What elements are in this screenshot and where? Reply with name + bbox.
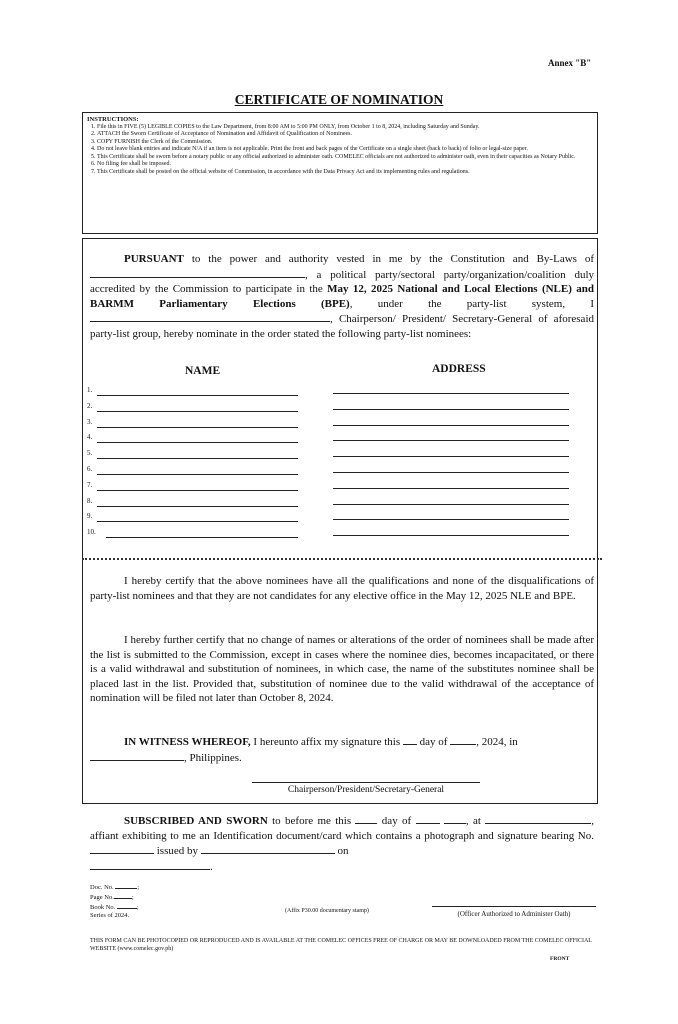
title-text: CERTIFICATE OF NOMINATION xyxy=(234,92,444,107)
witness-month-field[interactable] xyxy=(450,734,476,745)
nominee-name-field[interactable] xyxy=(97,490,298,491)
nominee-address-field[interactable] xyxy=(333,409,569,410)
instruction-item: 7. This Certificate shall be posted on the official website of Commission, in accordance with the Data Privacy Act and its implementing rules and regulations. xyxy=(97,169,593,177)
nominee-address-field[interactable] xyxy=(333,425,569,426)
sworn-place-field[interactable] xyxy=(485,813,591,824)
issued-by-field[interactable] xyxy=(201,843,335,854)
witness-lead: IN WITNESS WHEREOF, xyxy=(124,736,251,748)
witness-paragraph xyxy=(90,734,594,765)
row-number: 6. xyxy=(87,465,93,473)
page-title xyxy=(0,92,678,108)
book-no: Book No. ; xyxy=(90,904,139,911)
pursuant-text-3: , under the party-list system, I xyxy=(349,297,595,310)
doc-no: Doc. No. ; xyxy=(90,884,140,891)
sworn-lead: SUBSCRIBED AND SWORN xyxy=(124,815,268,827)
pursuant-text-2: , a political party/sectoral party/organization/coalition duly accredited by the Commission to participate in the xyxy=(90,268,594,295)
sworn-month-field[interactable] xyxy=(416,813,440,824)
doc-references xyxy=(90,882,139,920)
dotted-divider xyxy=(82,558,602,560)
sworn-year-field[interactable] xyxy=(444,813,466,824)
nominee-name-field[interactable] xyxy=(97,395,298,396)
instruction-item: 2. ATTACH the Sworn Certificate of Acceptance of Nomination and Affidavit of Qualification of Nominees. xyxy=(97,131,593,139)
witness-day-field[interactable] xyxy=(403,734,417,745)
officer-signature-line[interactable] xyxy=(432,906,596,907)
signature-line[interactable] xyxy=(252,782,480,783)
pursuant-text-4: , Chairperson/ President/ Secretary-General of aforesaid party-list group, hereby nominate in the order stated the following party-list nominees: xyxy=(90,313,594,340)
row-number: 10. xyxy=(87,528,96,537)
page-no: Page No. ; xyxy=(90,894,134,901)
documentary-stamp-note: (Affix P30.00 documentary stamp) xyxy=(285,908,369,914)
row-number: 2. xyxy=(87,401,93,410)
certify-paragraph-2 xyxy=(90,633,594,706)
pursuant-paragraph xyxy=(90,252,594,341)
nominee-address-field[interactable] xyxy=(333,440,569,441)
instruction-item: 1. File this in FIVE (5) LEGIBLE COPIES to the Law Department, from 8:00 AM to 5:00 PM ONLY, from October 1 to 8, 2024, including Saturday and Sunday. xyxy=(97,124,593,132)
annex-label: Annex "B" xyxy=(548,58,592,68)
book-no-field[interactable] xyxy=(117,902,137,909)
nominee-name-field[interactable] xyxy=(106,537,298,538)
nominee-address-field[interactable] xyxy=(333,456,569,457)
address-column-header: ADDRESS xyxy=(432,363,486,375)
nominee-name-field[interactable] xyxy=(97,427,298,428)
instruction-item: 3. COPY FURNISH the Clerk of the Commission. xyxy=(97,139,593,147)
page-no-label: Page No. xyxy=(90,894,114,901)
nominee-name-field[interactable] xyxy=(97,442,298,443)
witness-text-1: I hereunto affix my signature this xyxy=(250,736,403,748)
sworn-day-field[interactable] xyxy=(355,813,377,824)
row-number: 9. xyxy=(87,512,93,521)
row-number: 3. xyxy=(87,417,93,426)
certify-paragraph-1 xyxy=(90,574,594,603)
book-no-label: Book No. xyxy=(90,904,116,911)
nominee-name-field[interactable] xyxy=(97,506,298,507)
instructions-list xyxy=(87,124,593,177)
sworn-text-2: day of xyxy=(377,815,416,827)
officer-caption: (Officer Authorized to Administer Oath) xyxy=(457,910,571,918)
instruction-item: 4. Do not leave blank entries and indicate N/A if an item is not applicable. Print the front and back pages of the Certificate on a single sheet (back to back) of folio or legal-size paper. xyxy=(97,146,593,154)
nominee-name-field[interactable] xyxy=(97,458,298,459)
instructions-heading: INSTRUCTIONS: xyxy=(87,116,139,123)
id-number-field[interactable] xyxy=(90,843,154,854)
series: Series of 2024. xyxy=(90,912,130,919)
nominee-name-field[interactable] xyxy=(97,521,298,522)
row-number: 1. xyxy=(87,386,93,394)
witness-place-field[interactable] xyxy=(90,750,184,761)
sworn-text-6: on xyxy=(334,845,349,857)
doc-no-label: Doc. No. xyxy=(90,884,114,891)
sworn-text-3: , at xyxy=(465,815,481,827)
pursuant-text-1: to the power and authority vested in me by the Constitution and By-Laws of xyxy=(183,253,594,265)
page-no-field[interactable] xyxy=(114,892,132,899)
nominee-address-field[interactable] xyxy=(333,504,569,505)
pursuant-lead: PURSUANT xyxy=(124,253,184,265)
name-column-header: NAME xyxy=(185,365,221,377)
sworn-text-4: , affiant exhibiting to me an Identification document/card which contains a photograph and signature bearing No. xyxy=(90,815,595,842)
witness-text-3: , 2024, in xyxy=(476,736,518,748)
party-name-field[interactable] xyxy=(90,267,305,278)
nominee-name-field[interactable] xyxy=(97,411,298,412)
signature-caption: Chairperson/President/Secretary-General xyxy=(287,785,445,795)
row-number: 4. xyxy=(87,433,93,442)
instructions-box xyxy=(82,112,598,234)
nominee-address-field[interactable] xyxy=(333,488,569,489)
nominee-address-field[interactable] xyxy=(333,519,569,520)
witness-text-2: day of xyxy=(416,736,451,748)
instruction-item: 6. No filing fee shall be imposed. xyxy=(97,161,593,169)
front-label: FRONT xyxy=(550,956,570,962)
sworn-text-5: issued by xyxy=(154,845,201,857)
nominee-name-field[interactable] xyxy=(97,474,298,475)
nominee-address-field[interactable] xyxy=(333,472,569,473)
row-number: 5. xyxy=(87,449,93,458)
sworn-paragraph: SUBSCRIBED AND SWORN to before me this day of , at , affiant exhibiting to me an Identification document/card which contains a photograph and signature bearing No. issued by on . xyxy=(90,815,595,873)
nominee-address-field[interactable] xyxy=(333,535,569,536)
witness-text-4: , Philippines. xyxy=(184,751,242,764)
instruction-item: 5. This Certificate shall be sworn before a notary public or any official authorized to administer oath. COMELEC officials are not authorized to administer oath, even in their capacities as Notary Public. xyxy=(97,154,593,162)
nominee-address-field[interactable] xyxy=(333,393,569,394)
officer-name-field[interactable] xyxy=(90,311,330,322)
issued-on-field[interactable] xyxy=(90,859,210,870)
row-number: 7. xyxy=(87,480,93,489)
sworn-text-1: to before me this xyxy=(267,815,356,827)
pursuant-bold: May 12, 2025 National and Local Elections (NLE) and BARMM Parliamentary Elections (BPE) xyxy=(90,283,594,310)
doc-no-field[interactable] xyxy=(115,882,137,889)
row-number: 8. xyxy=(87,496,93,505)
footer-note: THIS FORM CAN BE PHOTOCOPIED OR REPRODUCED AND IS AVAILABLE AT THE COMELEC OFFICES FREE OF CHARGE OR MAY BE DOWNLOADED FROM THE COMELEC OFFICIAL WEBSITE (www.comelec.gov.ph) xyxy=(90,938,592,952)
certify-text-1: I hereby certify that the above nominees have all the qualifications and none of the disqualifications of party-list nominees and that they are not candidates for any elective office in the May 12, 2025 NLE and BPE. xyxy=(90,575,594,602)
certify-text-2: I hereby further certify that no change of names or alterations of the order of nominees shall be made after the list is submitted to the Commission, except in cases where the nominee dies, becomes incapacitated, or there is a valid withdrawal and substitution of nominees, in which case, the name of the substitutes nominee shall be placed last in the list. Provided that, substitution of nominee due to the valid withdrawal of the acceptance of nomination will be filed not later than October 8, 2024. xyxy=(90,634,594,704)
